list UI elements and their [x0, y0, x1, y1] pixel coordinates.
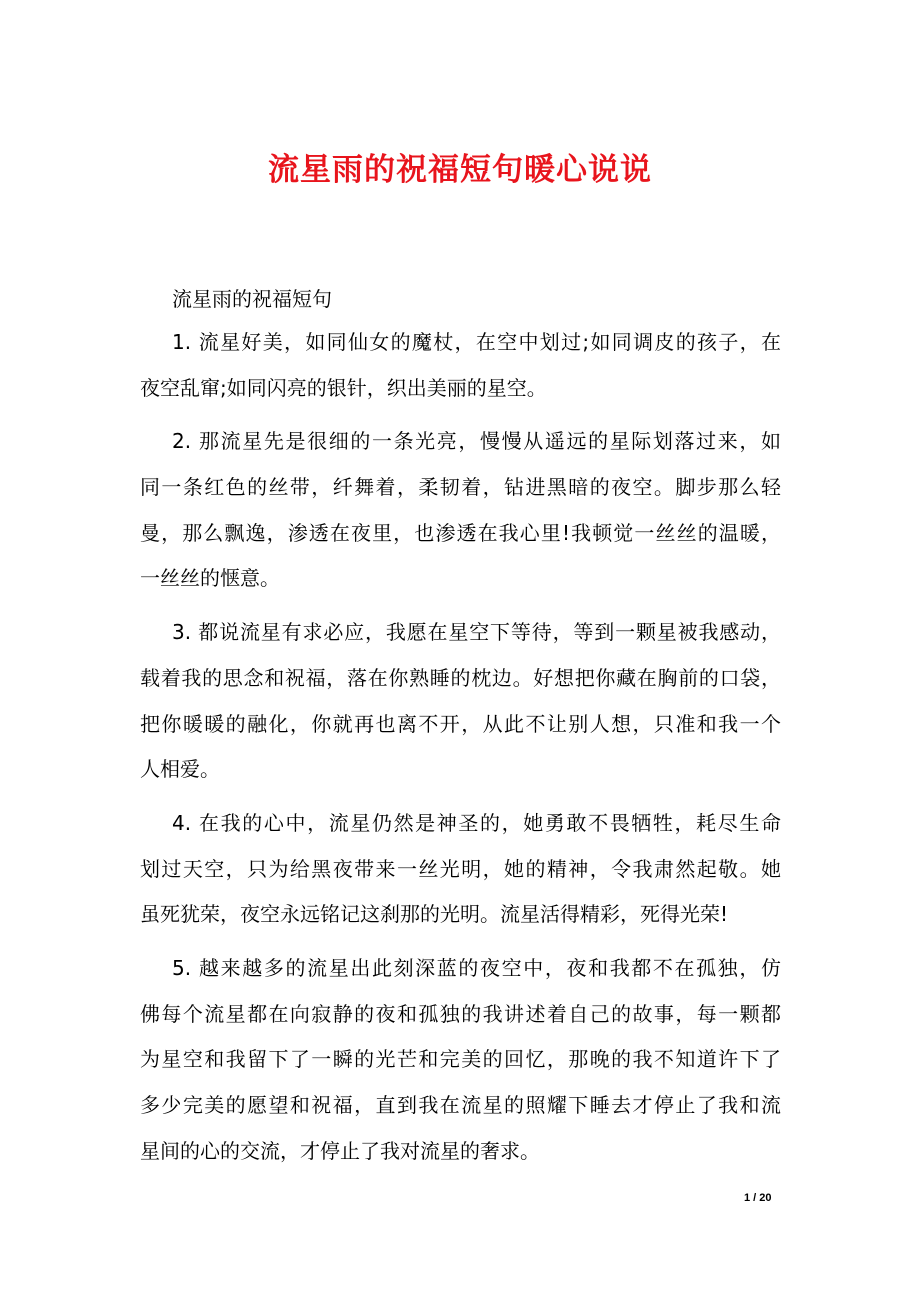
paragraph-line: 虽死犹荣，夜空永远铭记这刹那的光明。流星活得精彩，死得光荣! — [140, 902, 729, 927]
paragraph-1 — [140, 320, 781, 411]
page-indicator: 1 / 20 — [744, 1192, 772, 1204]
paragraph-line: 载着我的思念和祝福，落在你熟睡的枕边。好想把你藏在胸前的口袋， — [140, 665, 781, 690]
document-body — [140, 320, 781, 1182]
paragraph-5 — [140, 946, 781, 1174]
document-title: 流星雨的祝福短句暖心说说 — [268, 152, 652, 188]
paragraph-line: 把你暖暖的融化，你就再也离不开，从此不让别人想，只准和我一个 — [140, 711, 781, 736]
paragraph-2 — [140, 419, 781, 602]
paragraph-line: 一丝丝的惬意。 — [140, 566, 280, 591]
paragraph-line: 2. 那流星先是很细的一条光亮，慢慢从遥远的星际划落过来，如 — [172, 429, 781, 454]
paragraph-line: 4. 在我的心中，流星仍然是神圣的，她勇敢不畏牺牲，耗尽生命 — [172, 810, 781, 835]
paragraph-line: 人相爱。 — [140, 757, 220, 782]
paragraph-line: 曼，那么飘逸，渗透在夜里，也渗透在我心里!我顿觉一丝丝的温暖， — [140, 520, 781, 545]
section-subtitle: 流星雨的祝福短句 — [172, 287, 332, 311]
paragraph-line: 3. 都说流星有求必应，我愿在星空下等待，等到一颗星被我感动， — [172, 620, 781, 645]
paragraph-line: 为星空和我留下了一瞬的光芒和完美的回忆，那晚的我不知道许下了 — [140, 1047, 781, 1072]
paragraph-line: 佛每个流星都在向寂静的夜和孤独的我讲述着自己的故事，每一颗都 — [140, 1001, 781, 1026]
paragraph-line: 夜空乱窜;如同闪亮的银针，织出美丽的星空。 — [140, 375, 547, 400]
paragraph-line: 划过天空，只为给黑夜带来一丝光明，她的精神，令我肃然起敬。她 — [140, 856, 781, 881]
paragraph-4 — [140, 801, 781, 938]
paragraph-3 — [140, 610, 781, 793]
paragraph-line: 5. 越来越多的流星出此刻深蓝的夜空中，夜和我都不在孤独，仿 — [172, 955, 781, 980]
paragraph-line: 同一条红色的丝带，纤舞着，柔韧着，钻进黑暗的夜空。脚步那么轻 — [140, 475, 781, 500]
paragraph-line: 1. 流星好美，如同仙女的魔杖，在空中划过;如同调皮的孩子，在 — [172, 330, 781, 354]
paragraph-line: 星间的心的交流，才停止了我对流星的奢求。 — [140, 1138, 540, 1163]
paragraph-line: 多少完美的愿望和祝福，直到我在流星的照耀下睡去才停止了我和流 — [140, 1093, 781, 1117]
